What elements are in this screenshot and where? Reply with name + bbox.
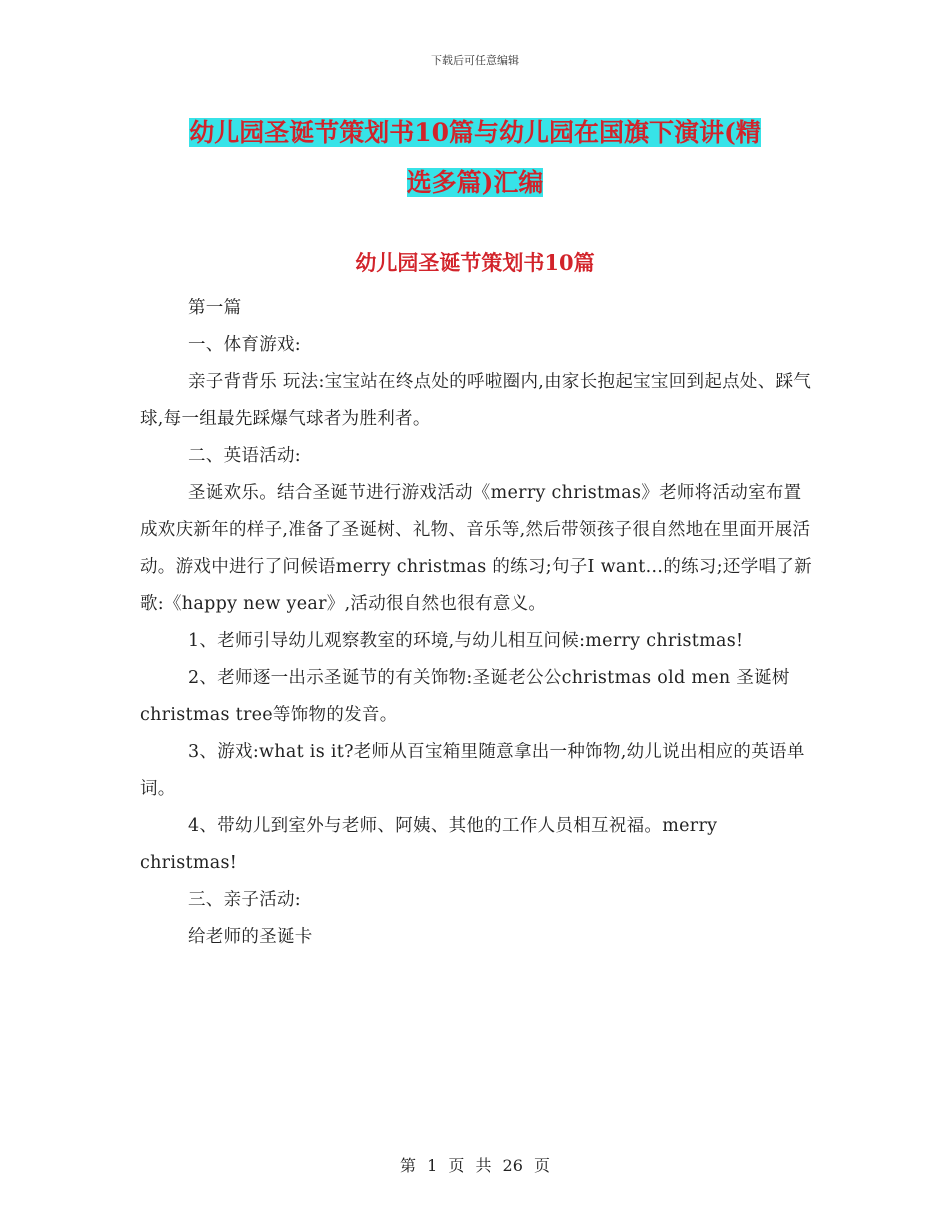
document-body xyxy=(140,290,812,956)
paragraph: 2、老师逐一出示圣诞节的有关饰物:圣诞老公公christmas old men 圣诞树christmas tree等饰物的发音。 xyxy=(140,668,790,725)
paragraph: 圣诞欢乐。结合圣诞节进行游戏活动《merry christmas》老师将活动室布置成欢庆新年的样子,准备了圣诞树、礼物、音乐等,然后带领孩子很自然地在里面开展活动。游戏中进行了问候语merry christmas 的练习;句子I want…的练习;还学唱了新歌:《happy new year》,活动很自然也很有意义。 xyxy=(140,483,812,614)
paragraph: 给老师的圣诞卡 xyxy=(188,927,313,947)
paragraph: 亲子背背乐 玩法:宝宝站在终点处的呼啦圈内,由家长抱起宝宝回到起点处、踩气球,每一组最先踩爆气球者为胜利者。 xyxy=(140,372,812,429)
title-line-1: 幼儿园圣诞节策划书10篇与幼儿园在国旗下演讲(精 xyxy=(189,118,761,147)
title-line-2: 选多篇)汇编 xyxy=(406,168,544,197)
paragraph: 一、体育游戏: xyxy=(188,335,301,355)
document-title xyxy=(140,108,810,208)
paragraph: 二、英语活动: xyxy=(188,446,301,466)
paragraph: 三、亲子活动: xyxy=(188,890,301,910)
paragraph: 第一篇 xyxy=(188,298,242,318)
paragraph: 3、游戏:what is it?老师从百宝箱里随意拿出一种饰物,幼儿说出相应的英语单词。 xyxy=(140,742,805,799)
section-subtitle: 幼儿园圣诞节策划书10篇 xyxy=(355,250,595,275)
paragraph: 1、老师引导幼儿观察教室的环境,与幼儿相互问候:merry christmas! xyxy=(188,631,744,651)
page-footer: 第 1 页 共 26 页 xyxy=(400,1156,550,1175)
page-header: 下载后可任意编辑 xyxy=(431,54,519,67)
paragraph: 4、带幼儿到室外与老师、阿姨、其他的工作人员相互祝福。merry christmas! xyxy=(140,816,718,873)
